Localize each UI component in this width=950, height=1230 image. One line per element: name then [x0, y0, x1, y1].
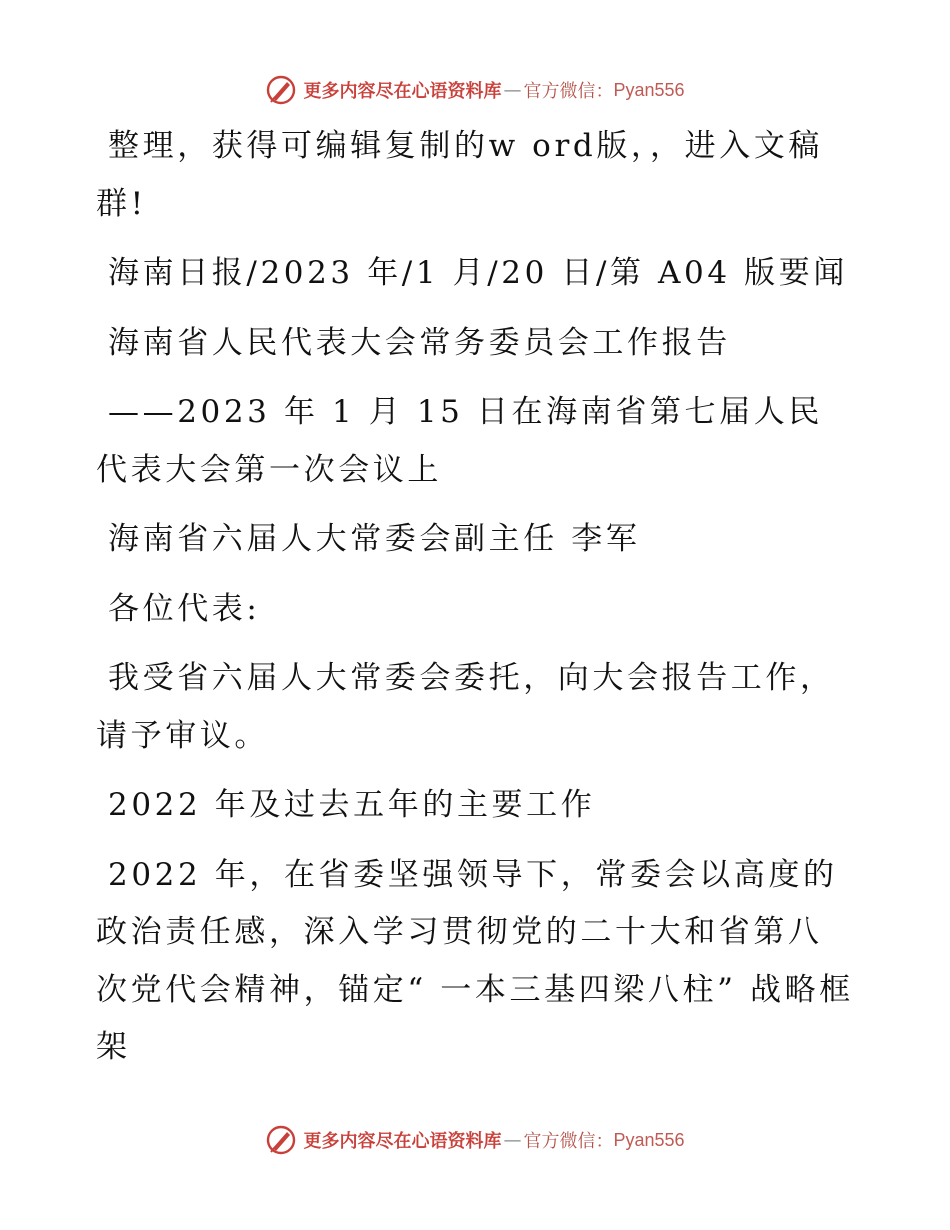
footer-wechat-label: 官方微信： — [523, 1131, 614, 1152]
footer-brand-text: 更多内容尽在心语资料库 — [303, 1131, 502, 1152]
document-body — [96, 118, 856, 1089]
salutation: 各位代表: — [108, 590, 261, 627]
header-wechat-label: 官方微信： — [523, 81, 614, 102]
section-heading: 2022 年及过去五年的主要工作 — [108, 787, 596, 823]
footer-wechat-id: Pyan556 — [613, 1129, 685, 1150]
quill-pen-logo-icon — [265, 1124, 297, 1156]
header-wechat-id: Pyan556 — [613, 79, 685, 100]
body-paragraph: 2022 年，在省委坚强领导下，常委会以高度的政治责任感，深入学习贯彻党的二十大和省第八次党代会精神，锚定“ 一本三基四梁八柱” 战略框架 — [96, 856, 854, 1065]
quill-pen-logo-icon — [265, 74, 297, 106]
report-author: 海南省六届人大常委会副主任 李军 — [108, 521, 641, 557]
header-separator: — — [503, 79, 522, 101]
header-brand-text: 更多内容尽在心语资料库 — [303, 81, 502, 102]
footer-banner — [0, 1120, 950, 1160]
opening-paragraph: 我受省六届人大常委会委托，向大会报告工作，请予审议。 — [96, 660, 835, 754]
footer-separator: — — [503, 1129, 522, 1151]
header-banner — [0, 70, 950, 110]
intro-paragraph: 整理，获得可编辑复制的w ord版，，进入文稿群! — [96, 128, 824, 222]
source-line: 海南日报/2023 年/1 月/20 日/第 A04 版要闻 — [108, 255, 848, 291]
report-subtitle: ——2023 年 1 月 15 日在海南省第七届人民代表大会第一次会议上 — [96, 394, 823, 488]
report-title: 海南省人民代表大会常务委员会工作报告 — [108, 324, 731, 361]
